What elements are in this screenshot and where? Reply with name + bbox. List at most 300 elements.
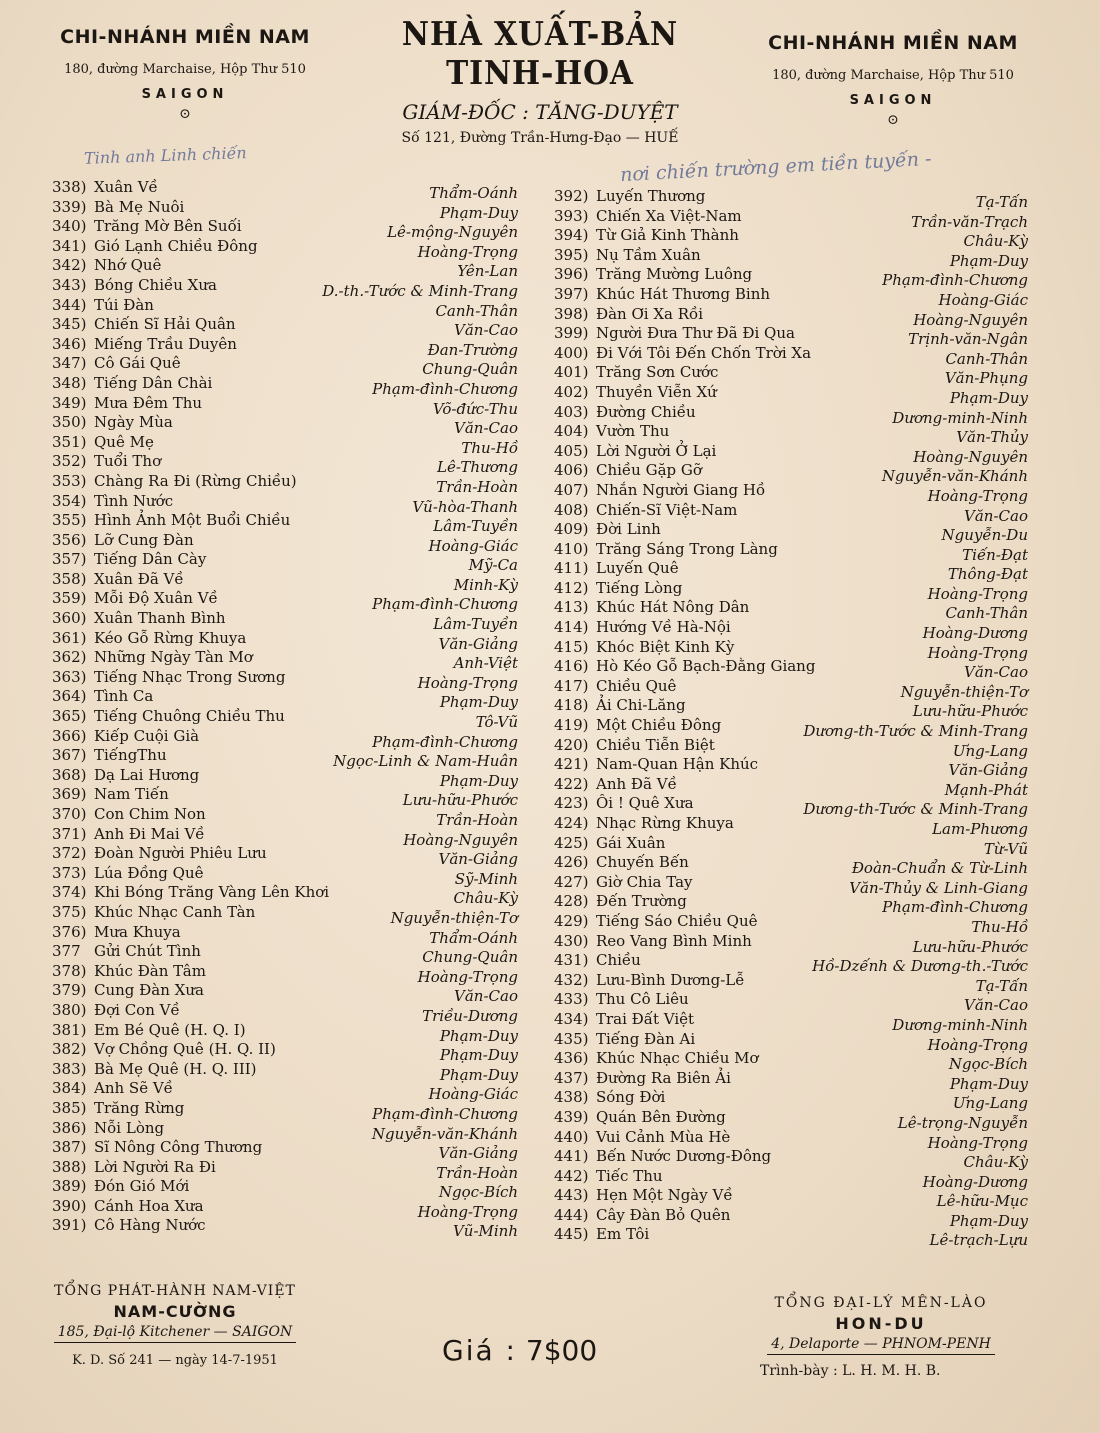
song-title: Anh Đã Về	[596, 774, 677, 793]
song-composer: Nguyễn-thiện-Tơ	[390, 908, 518, 927]
song-composer: Văn-Giảng	[438, 1144, 518, 1163]
song-number: 381)	[52, 1020, 87, 1039]
song-composer: Phạm-Duy	[439, 771, 518, 790]
song-title: Trăng Sơn Cước	[596, 363, 719, 382]
song-composer: Hoàng-Dương	[922, 1172, 1028, 1191]
song-title: Khúc Nhạc Chiều Mơ	[596, 1049, 759, 1068]
song-title: Chiều	[596, 951, 641, 970]
song-row	[554, 1107, 1028, 1132]
distributor-label: TỔNG PHÁT-HÀNH NAM-VIỆT	[54, 1283, 296, 1299]
song-title: Đợi Con Về	[94, 1000, 180, 1019]
song-row	[554, 324, 1028, 349]
song-number: 374)	[52, 883, 87, 902]
song-row	[52, 334, 518, 359]
song-number: 383)	[52, 1059, 87, 1078]
song-composer: Hoàng-Trọng	[417, 242, 518, 261]
song-row	[52, 569, 518, 594]
song-composer: Ngọc-Linh & Nam-Huân	[333, 752, 518, 771]
song-title: Tiếng Lòng	[596, 578, 683, 597]
song-row	[554, 284, 1028, 309]
song-title: Chàng Ra Đi (Rừng Chiều)	[94, 471, 297, 490]
song-row	[52, 648, 518, 673]
song-title: Từ Giả Kinh Thành	[596, 226, 739, 245]
song-title: Lưu-Bình Dương-Lễ	[596, 970, 745, 989]
song-row	[554, 1088, 1028, 1113]
song-title: Ôi ! Quê Xưa	[596, 794, 694, 813]
song-composer: Lưu-hữu-Phước	[402, 791, 518, 810]
song-number: 352)	[52, 452, 87, 471]
song-number: 442)	[554, 1166, 589, 1185]
song-title: Tiếng Nhạc Trong Sương	[94, 667, 286, 686]
song-row	[554, 206, 1028, 231]
song-number: 414)	[554, 618, 589, 637]
song-composer: Hoàng-Dương	[922, 624, 1028, 643]
song-composer: Võ-đức-Thu	[432, 399, 518, 418]
song-composer: Thẩm-Oánh	[429, 928, 518, 947]
song-title: Trăng Mường Luông	[596, 265, 753, 284]
song-list-right	[554, 187, 1028, 1250]
song-composer: Tô-Vũ	[475, 713, 518, 732]
song-title: Một Chiều Đông	[596, 716, 722, 735]
song-title: Gửi Chút Tình	[94, 942, 201, 961]
price	[442, 1334, 597, 1367]
song-number: 350)	[52, 413, 87, 432]
song-composer: Lê-trọng-Nguyễn	[897, 1113, 1028, 1132]
song-title: Hẹn Một Ngày Về	[596, 1186, 733, 1205]
song-title: Nhạc Rừng Khuya	[596, 814, 734, 832]
song-title: Trăng Sáng Trong Làng	[596, 539, 778, 558]
song-title: Chiều Quê	[596, 676, 677, 695]
song-composer: Nguyễn-văn-Khánh	[371, 1124, 518, 1143]
song-number: 391)	[52, 1216, 87, 1235]
song-composer: Hoàng-Trọng	[417, 1202, 518, 1221]
song-row	[52, 1118, 518, 1143]
song-number: 355)	[52, 511, 87, 530]
song-title: Khi Bóng Trăng Vàng Lên Khơi	[94, 883, 330, 902]
song-title: Hò Kéo Gỗ Bạch-Đằng Giang	[596, 657, 816, 676]
song-number: 397)	[554, 284, 589, 303]
song-title: Reo Vang Bình Minh	[596, 931, 752, 950]
song-title: Trăng Rừng	[94, 1098, 185, 1117]
song-number: 376)	[52, 922, 87, 941]
song-number: 404)	[554, 422, 589, 441]
song-composer: Ưng-Lang	[952, 1094, 1028, 1113]
song-title: Xuân Về	[94, 178, 158, 196]
song-row	[52, 1216, 518, 1241]
song-row	[554, 716, 1028, 741]
song-composer: Văn-Cao	[964, 996, 1028, 1015]
song-number: 353)	[52, 471, 87, 490]
song-title: Nhớ Quê	[94, 256, 162, 275]
distributor-name: NAM-CƯỜNG	[113, 1302, 237, 1321]
song-number: 403)	[554, 402, 589, 421]
song-row	[554, 833, 1028, 858]
song-composer: Trịnh-văn-Ngân	[908, 330, 1028, 349]
song-number: 401)	[554, 363, 589, 382]
song-title: Cây Đàn Bỏ Quên	[596, 1205, 731, 1224]
song-title: Anh Sẽ Về	[94, 1079, 173, 1098]
song-number: 394)	[554, 226, 589, 245]
song-row	[52, 413, 518, 438]
song-title: Mỗi Độ Xuân Về	[94, 589, 218, 608]
song-title: Lời Người Ở Lại	[596, 441, 717, 460]
song-row	[554, 657, 1028, 682]
song-composer: Châu-Kỳ	[453, 889, 518, 908]
song-number: 415)	[554, 637, 589, 656]
song-composer: Hoàng-Nguyên	[403, 830, 518, 849]
song-composer: Lâm-Tuyền	[433, 517, 518, 536]
song-composer: Thu-Hồ	[971, 917, 1028, 936]
song-composer: Anh-Việt	[453, 654, 518, 673]
song-number: 422)	[554, 774, 589, 793]
song-number: 423)	[554, 794, 589, 813]
left-branch-address: 180, đường Marchaise, Hộp Thư 510	[64, 62, 306, 77]
song-composer: Triều-Dương	[422, 1006, 518, 1025]
song-row	[554, 226, 1028, 251]
song-composer: Chung-Quân	[422, 948, 518, 967]
song-composer: Lê-mộng-Nguyên	[387, 223, 518, 242]
song-composer: Châu-Kỳ	[963, 1153, 1028, 1172]
song-title: Chiến-Sĩ Việt-Nam	[596, 500, 738, 519]
song-number: 402)	[554, 382, 589, 401]
song-row	[52, 236, 518, 261]
price-value: 7$00	[525, 1334, 598, 1367]
song-row	[52, 589, 518, 614]
song-number: 348)	[52, 373, 87, 392]
song-row	[52, 667, 518, 692]
song-number: 412)	[554, 578, 589, 597]
song-number: 362)	[52, 648, 87, 667]
song-title: Khóc Biệt Kinh Kỳ	[596, 637, 735, 656]
song-title: Quê Mẹ	[94, 432, 154, 451]
song-number: 426)	[554, 853, 589, 872]
song-title: Nam Tiến	[94, 785, 169, 804]
song-title: TiếngThu	[94, 746, 167, 765]
song-number: 346)	[52, 334, 87, 353]
song-title: Bà Mẹ Quê (H. Q. III)	[94, 1059, 257, 1078]
song-row	[52, 765, 518, 790]
song-row	[554, 480, 1028, 505]
song-title: Luyến Thương	[596, 187, 706, 205]
song-number: 418)	[554, 696, 589, 715]
song-composer: Phạm-Duy	[949, 1074, 1028, 1093]
song-row	[554, 1127, 1028, 1152]
song-number: 366)	[52, 726, 87, 745]
song-composer: Văn-Cao	[454, 321, 518, 340]
song-composer: Văn-Giảng	[948, 761, 1028, 780]
song-composer: Văn-Giảng	[438, 634, 518, 653]
song-composer: Phạm-đình-Chương	[882, 898, 1028, 917]
song-title: Nam-Quan Hận Khúc	[596, 755, 759, 774]
song-number: 357)	[52, 550, 87, 569]
song-number: 359)	[52, 589, 87, 608]
song-composer: Thẩm-Oánh	[429, 184, 518, 202]
song-composer: Canh-Thân	[945, 604, 1028, 623]
song-row	[554, 559, 1028, 584]
distributor-address: 185, Đại-lộ Kitchener — SAIGON	[54, 1324, 297, 1343]
song-row	[554, 245, 1028, 270]
song-composer: Sỹ-Minh	[454, 869, 518, 888]
song-row	[554, 1068, 1028, 1093]
song-number: 358)	[52, 569, 87, 588]
song-composer: Phạm-đình-Chương	[372, 595, 518, 614]
song-number: 432)	[554, 970, 589, 989]
song-composer: Tạ-Tấn	[975, 193, 1028, 211]
song-composer: Dương-minh-Ninh	[892, 408, 1028, 427]
song-row	[554, 951, 1028, 976]
layout-credit: Trình-bày : L. H. M. H. B.	[760, 1363, 941, 1379]
song-row	[52, 1098, 518, 1123]
song-row	[554, 382, 1028, 407]
song-title: Hướng Về Hà-Nội	[596, 618, 731, 637]
song-composer: Lưu-hữu-Phước	[912, 702, 1028, 721]
song-number: 434)	[554, 1009, 589, 1028]
song-row	[554, 265, 1028, 290]
song-composer: Hoàng-Trọng	[927, 584, 1028, 603]
song-composer: Hồ-Dzếnh & Dương-th.-Tước	[812, 957, 1028, 976]
song-number: 420)	[554, 735, 589, 754]
song-number: 342)	[52, 256, 87, 275]
song-composer: Hoàng-Trọng	[927, 643, 1028, 662]
song-number: 424)	[554, 814, 589, 832]
song-title: Tiếc Thu	[596, 1166, 663, 1185]
song-number: 360)	[52, 609, 87, 628]
song-title: Khúc Đàn Tâm	[94, 961, 206, 980]
song-number: 427)	[554, 872, 589, 891]
song-number: 345)	[52, 315, 87, 334]
song-composer: Văn-Cao	[454, 419, 518, 438]
song-row	[52, 1177, 518, 1202]
song-composer: Phạm-Duy	[949, 251, 1028, 270]
song-composer: Văn-Cao	[964, 506, 1028, 525]
song-composer: Hoàng-Trọng	[927, 486, 1028, 505]
song-title: Vui Cảnh Mùa Hè	[596, 1127, 731, 1146]
song-number: 339)	[52, 197, 87, 216]
song-title: Cô Gái Quê	[94, 354, 181, 373]
song-number: 395)	[554, 245, 589, 264]
song-title: Tình Nước	[94, 491, 174, 510]
song-row	[554, 520, 1028, 545]
song-number: 393)	[554, 206, 589, 225]
song-title: Tiếng Sáo Chiều Quê	[596, 911, 758, 930]
song-title: Ải Chi-Lăng	[596, 696, 686, 715]
song-row	[52, 1138, 518, 1163]
song-title: Sóng Đời	[596, 1088, 666, 1107]
song-title: Lỡ Cung Đàn	[94, 530, 194, 549]
song-composer: Canh-Thân	[435, 301, 518, 320]
song-composer: Ngọc-Bích	[948, 1055, 1028, 1074]
song-number: 441)	[554, 1147, 589, 1166]
song-title: Dạ Lai Hương	[94, 765, 200, 784]
song-row	[554, 970, 1028, 995]
song-title: Tình Ca	[94, 687, 154, 706]
song-row	[52, 295, 518, 320]
song-number: 413)	[554, 598, 589, 617]
song-composer: Dương-minh-Ninh	[892, 1015, 1028, 1034]
song-title: Gió Lạnh Chiều Đông	[94, 236, 258, 255]
song-row	[554, 774, 1028, 799]
song-number: 340)	[52, 217, 87, 236]
song-row	[554, 696, 1028, 721]
song-number: 344)	[52, 295, 87, 314]
song-number: 410)	[554, 539, 589, 558]
song-row	[52, 373, 518, 398]
song-title: Chiều Tiễn Biệt	[596, 735, 715, 754]
song-number: 378)	[52, 961, 87, 980]
song-number: 365)	[52, 707, 87, 726]
song-title: Khúc Nhạc Canh Tàn	[94, 902, 256, 921]
song-row	[52, 609, 518, 634]
song-row	[554, 598, 1028, 623]
song-composer: Lam-Phương	[932, 820, 1028, 838]
song-title: Ngày Mùa	[94, 413, 173, 432]
song-row	[554, 1009, 1028, 1034]
song-number: 349)	[52, 393, 87, 412]
song-number: 341)	[52, 236, 87, 255]
song-row	[52, 1157, 518, 1182]
song-title: Nụ Tầm Xuân	[596, 245, 701, 264]
song-composer: Phạm-Duy	[949, 1211, 1028, 1230]
song-row	[554, 422, 1028, 447]
song-composer: Minh-Kỳ	[453, 575, 518, 594]
song-title: Con Chim Non	[94, 805, 206, 823]
song-composer: Văn-Thủy	[956, 428, 1028, 447]
song-title: Xuân Đã Về	[94, 569, 184, 588]
song-number: 347)	[52, 354, 87, 373]
song-number: 396)	[554, 265, 589, 284]
song-number: 384)	[52, 1079, 87, 1098]
song-number: 363)	[52, 667, 87, 686]
song-title: Vườn Thu	[596, 422, 670, 441]
song-number: 438)	[554, 1088, 589, 1107]
song-title: Cung Đàn Xưa	[94, 981, 204, 1000]
song-composer: Hoàng-Nguyên	[913, 310, 1028, 329]
song-composer: Trần-Hoàn	[436, 811, 518, 829]
song-composer: Văn-Phụng	[944, 369, 1028, 388]
song-title: Đi Với Tôi Đến Chốn Trời Xa	[596, 343, 812, 362]
song-composer: Phạm-Duy	[439, 1065, 518, 1084]
song-title: Mưa Đêm Thu	[94, 393, 203, 412]
publisher-address: Số 121, Đường Trần-Hưng-Đạo — HUẾ	[401, 130, 679, 146]
song-title: Đón Gió Mới	[94, 1177, 190, 1196]
song-composer: Phạm-đình-Chương	[372, 732, 518, 751]
song-title: Giờ Chia Tay	[596, 872, 693, 891]
song-number: 408)	[554, 500, 589, 519]
song-number: 443)	[554, 1186, 589, 1205]
song-list-left	[52, 178, 518, 1241]
song-row	[52, 628, 518, 653]
right-branch-city: SAIGON	[849, 93, 937, 108]
song-number: 417)	[554, 676, 589, 695]
right-branch-address: 180, đường Marchaise, Hộp Thư 510	[772, 68, 1014, 83]
left-branch-city: SAIGON	[141, 87, 229, 102]
song-row	[52, 217, 518, 242]
song-number: 421)	[554, 755, 589, 774]
song-title: Chiến Xa Việt-Nam	[596, 206, 742, 225]
song-number: 385)	[52, 1098, 87, 1117]
song-title: Đàn Ơi Xa Rồi	[596, 304, 703, 323]
song-title: Tiếng Đàn Ai	[596, 1029, 696, 1048]
song-row	[52, 863, 518, 888]
song-number: 379)	[52, 981, 87, 1000]
song-composer: Trần-Hoàn	[436, 1163, 518, 1182]
left-branch-mark-icon: ⊙	[179, 106, 191, 122]
song-title: Cô Hàng Nước	[94, 1216, 206, 1235]
song-title: Bà Mẹ Nuôi	[94, 197, 185, 216]
song-row	[554, 892, 1028, 917]
song-number: 387)	[52, 1138, 87, 1157]
song-row	[52, 315, 518, 340]
song-number: 389)	[52, 1177, 87, 1196]
song-composer: Phạm-đình-Chương	[372, 379, 518, 398]
song-title: Anh Đi Mai Về	[94, 824, 205, 843]
song-number: 425)	[554, 833, 589, 852]
song-composer: Thông-Đạt	[947, 565, 1028, 584]
song-composer: Phạm-đình-Chương	[372, 1104, 518, 1123]
song-composer: Hoàng-Giác	[938, 290, 1028, 309]
song-number: 369)	[52, 785, 87, 804]
song-title: Bóng Chiều Xưa	[94, 275, 217, 294]
song-row	[52, 550, 518, 575]
song-number: 351)	[52, 432, 87, 451]
song-title: Tuổi Thơ	[94, 452, 162, 471]
right-branch-block	[748, 32, 1038, 128]
song-title: Em Bé Quê (H. Q. I)	[94, 1020, 246, 1039]
song-title: Gái Xuân	[596, 833, 666, 852]
song-composer: Văn-Thủy & Linh-Giang	[849, 878, 1028, 897]
song-number: 444)	[554, 1205, 589, 1224]
song-row	[554, 1029, 1028, 1054]
song-title: Túi Đàn	[94, 295, 154, 314]
song-number: 356)	[52, 530, 87, 549]
song-number: 371)	[52, 824, 87, 843]
song-composer: Lê-trạch-Lựu	[929, 1231, 1028, 1250]
song-row	[554, 1049, 1028, 1074]
song-row	[52, 354, 518, 379]
song-number: 407)	[554, 480, 589, 499]
song-composer: Hoàng-Giác	[428, 1085, 518, 1104]
song-row	[52, 1196, 518, 1221]
song-number: 429)	[554, 911, 589, 930]
song-row	[52, 805, 518, 829]
distributor-block	[40, 1283, 310, 1368]
song-row	[554, 990, 1028, 1015]
song-number: 377	[52, 942, 81, 961]
song-row	[554, 931, 1028, 956]
song-row	[52, 178, 518, 202]
song-row	[52, 922, 518, 947]
song-composer: Yên-Lan	[457, 262, 518, 281]
song-title: Trai Đất Việt	[596, 1009, 695, 1028]
song-row	[52, 1059, 518, 1084]
song-title: Tiếng Dân Cày	[94, 550, 207, 569]
song-composer: Hoàng-Nguyên	[913, 447, 1028, 466]
song-composer: Hoàng-Trọng	[417, 967, 518, 986]
song-title: Đường Ra Biên Ải	[596, 1068, 731, 1087]
song-row	[554, 461, 1028, 486]
song-row	[554, 1225, 1028, 1250]
song-row	[52, 1000, 518, 1025]
song-row	[554, 814, 1028, 838]
song-number: 411)	[554, 559, 589, 578]
song-number: 435)	[554, 1029, 589, 1048]
song-number: 400)	[554, 343, 589, 362]
song-composer: Chung-Quân	[422, 360, 518, 379]
song-composer: Văn-Cao	[454, 987, 518, 1006]
song-number: 382)	[52, 1040, 87, 1059]
song-title: Lời Người Ra Đi	[94, 1157, 216, 1176]
song-composer: Canh-Thân	[945, 349, 1028, 368]
